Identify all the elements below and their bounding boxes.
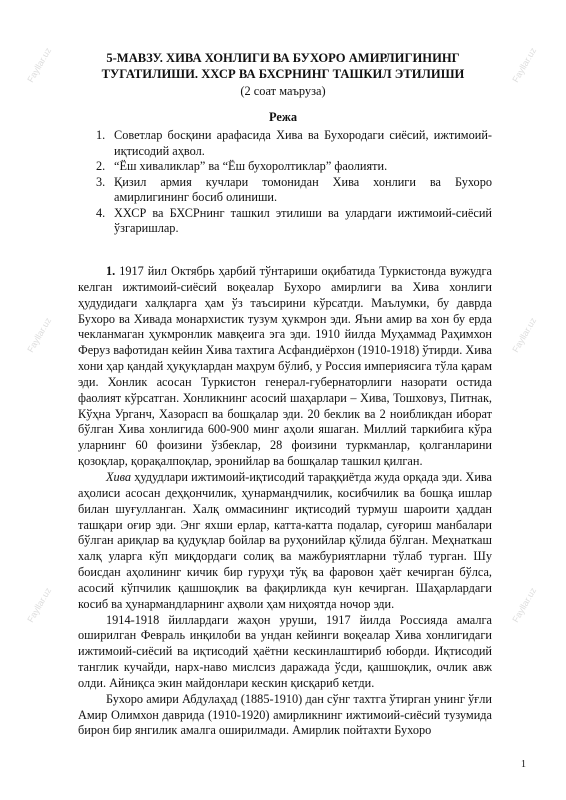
plan-item-text: “Ёш хиваликлар” ва “Ёш бухоролтиклар” фаолияти. xyxy=(114,159,388,173)
paragraph-text: 1917 йил Октябрь ҳарбий тўнтариши оқибатида Туркистонда вужудга келган ижтимоий-сиёсий воқеалар Бухоро амирлиги ва Хива хонлиги ҳудудидаги халқларга ҳам ўз таъсирини кўрсатди. Маълумки, бу даврда Бухоро ва Хивада монархистик тузум ҳукмрон эди. Яъни амир ва хон бу ерда чекланмаган ҳукмронлик мавқеига эга эди. 1910 йилда Муҳаммад Раҳимхон Феруз вафотидан кейин Хива тахтига Асфандиёрхон (1910-1918) ўтирди. Хива хони ҳар қандай ҳуқуқлардан маҳрум бўлиб, у Россия империясига тўла қарам эди. Хонлик асосан Туркистон генерал-губернаторлиги назорати остида фаолият кўрсатган. Хонликнинг асосий шаҳарлари – Хива, Тошховуз, Питнак, Кўҳна Урганч, Хазорасп ва бошқалар эди. 20 беклик ва 2 ноибликдан иборат бўлган Хива хонлигида 600-900 минг аҳоли яшаган. Миллий таркибига кўра уларнинг 60 фоизини ўзбеклар, 28 фоизини туркманлар, қолганларини қозоқлар, қорақалпоқлар, эронийлар ва бошқалар ташкил қилган. xyxy=(78,264,492,469)
plan-item-number: 3. xyxy=(96,174,106,189)
watermark: Fayllar.uz xyxy=(510,585,539,625)
watermark: Fayllar.uz xyxy=(25,315,54,355)
paragraph-text: амири Абдулаҳад (1885-1910) дан сўнг тахтга ўтирган унинг ўғли Амир Олимхон даврида (1910-1920) амирликнинг ижтимоий-сиёсий тузумида бирон бир янгилик амалга оширилмади. Амирлик пойтахти Бухоро xyxy=(78,691,492,738)
watermark: Fayllar.uz xyxy=(25,45,54,85)
plan-heading: Режа xyxy=(268,110,298,124)
paragraph-text: йиллардаги жаҳон уруши, 1917 йилда Россияда амалга оширилган Февраль инқилоби ва ундан кейинги воқеалар Хива хонлигидаги ижтимоий-сиёсий ва иқтисодий ҳаётни кескинлаштириб юборди. Иқтисодий танглик кучайди, нарх-наво мислсиз даражада ўсди, қашшоқлик, очлик авж олди. Айниқса экин майдонлари кескин қисқариб кетди. xyxy=(78,612,492,690)
document-title-line1: 5-МАВЗУ. ХИВА ХОНЛИГИ ВА БУХОРО АМИРЛИГИНИНГ xyxy=(106,51,460,65)
paragraph-lead: Бухоро xyxy=(106,691,144,706)
watermark: Fayllar.uz xyxy=(25,585,54,625)
paragraph xyxy=(78,613,492,692)
watermark: Fayllar.uz xyxy=(510,45,539,85)
document-title-line2: ТУГАТИЛИШИ. ХХСР ВА БХСРНИНГ ТАШКИЛ ЭТИЛИШИ xyxy=(101,67,465,81)
paragraph xyxy=(78,470,492,613)
paragraph xyxy=(78,264,492,470)
plan-item-number: 1. xyxy=(96,128,106,142)
plan-item xyxy=(96,128,492,159)
watermark: Fayllar.uz xyxy=(510,315,539,355)
document-subtitle: (2 соат маъруза) xyxy=(240,84,326,98)
page-number: 1 xyxy=(521,759,526,770)
plan-item-text: Советлар босқини арафасида Хива ва Бухородаги сиёсий, ижтимоий-иқтисодий аҳвол. xyxy=(114,128,492,158)
plan-item xyxy=(96,175,492,206)
plan-item-text: Қизил армия кучлари томонидан Хива хонлиги ва Бухоро амирлигининг босиб олиниши. xyxy=(114,174,492,204)
plan-list xyxy=(96,128,492,237)
paragraph xyxy=(78,692,492,740)
paragraph-text: ҳудудлари ижтимоий-иқтисодий тараққиётда жуда орқада эди. Хива аҳолиси асосан деҳқончилик, ҳунармандчилик, косибчилик ва бошқа ишлар билан шуғулланган. Халқ оммасининг иқтисодий турмуш шароити ҳаддан ташқари оғир эди. Энг яхши ерлар, катта-катта подалар, суғориш манбалари бўлган ариқлар ва қудуқлар бойлар ва руҳонийлар қўлида бўлган. Меҳнаткаш халқ уларга кўп миқдордаги солиқ ва мажбуриятларни тўлаб турган. Шу боисдан аҳолининг кичик бир гуруҳи тўқ ва фаровон ҳаёт кечирган бўлса, асосий кўпчилик қашшоқлик ва фақирликда кун кечирган. Шаҳарлардаги косиб ва ҳунармандларнинг аҳволи ҳам ниҳоятда ночор эди. xyxy=(78,469,492,611)
plan-item-number: 2. xyxy=(96,159,106,173)
paragraph-number: 1. xyxy=(106,264,116,278)
body-text xyxy=(78,264,492,739)
plan-item xyxy=(96,159,492,175)
plan-item-number: 4. xyxy=(96,205,106,220)
plan-item-text: ХХСР ва БХСРнинг ташкил этилиши ва улардаги ижтимоий-сиёсий ўзгаришлар. xyxy=(114,205,492,235)
plan-item xyxy=(96,206,492,237)
paragraph-lead: 1914-1918 xyxy=(106,612,160,627)
paragraph-lead: Хива xyxy=(106,469,132,484)
